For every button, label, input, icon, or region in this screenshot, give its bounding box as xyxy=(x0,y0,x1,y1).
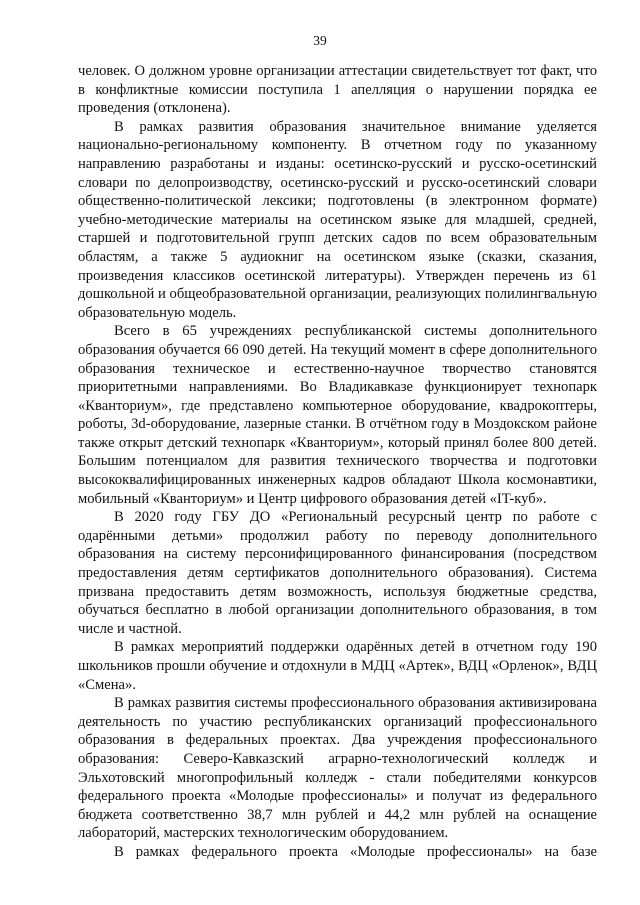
paragraph-professional-education: В рамках развития системы профессионального образования активизирована деятельность по участию республиканских организаций профессионального образования в федеральных проектах. Два учреждения профессионального образования: Северо-Кавказский аграрно-технологический колледж и Эльхотовский многопрофильный колледж - стали победителями конкурсов федерального проекта «Молодые профессионалы» и получат из федерального бюджета соответственно 38,7 млн рублей и 44,2 млн рублей на оснащение лабораторий, мастерских технологическим оборудованием. xyxy=(78,695,597,842)
paragraph-gifted-children-center: В 2020 году ГБУ ДО «Региональный ресурсный центр по работе с одарёнными детьми» продолжил работу по переводу дополнительного образования на систему персонифицированного финансирования (посредством предоставления детям сертификатов дополнительного образования). Система призвана предоставить детям возможность, используя бюджетные средства, обучаться бесплатно в любой организации дополнительного образования, в том числе и частной. xyxy=(78,509,597,637)
paragraph-additional-education: Всего в 65 учреждениях республиканской системы дополнительного образования обучается 66 090 детей. На текущий момент в сфере дополнительного образования техническое и естественно-научное творчество становятся приоритетными направлениями. Во Владикавказе функционирует технопарк «Кванториум», где представлено компьютерное оборудование, квадрокоптеры, роботы, 3d-оборудование, лазерные станки. В отчётном году в Моздокском районе также открыт детский технопарк «Кванториум», который принял более 800 детей. Большим потенциалом для развития технического творчества и подготовки высококвалифицированных инженерных кадров обладают Школа космонавтики, мобильный «Кванториум» и Центр цифрового образования детей «IT-куб». xyxy=(78,323,597,507)
paragraph-gifted-children-support: В рамках мероприятий поддержки одарённых детей в отчетном году 190 школьников прошли обучение и отдохнули в МДЦ «Артек», ВДЦ «Орленок», ВДЦ «Смена». xyxy=(78,639,597,693)
paragraph-young-professionals: В рамках федерального проекта «Молодые профессионалы» на базе xyxy=(114,843,597,860)
body-text xyxy=(78,62,597,862)
paragraph-continued-attestation: человек. О должном уровне организации аттестации свидетельствует тот факт, что в конфликтные комиссии поступила 1 апелляция о нарушении порядка ее проведения (отклонена). xyxy=(78,63,597,117)
page-number: 39 xyxy=(313,33,327,48)
paragraph-national-regional-component: В рамках развития образования значительное внимание уделяется национально-региональному компоненту. В отчетном году по указанному направлению разработаны и изданы: осетинско-русский и русско-осетинский словари по делопроизводству, осетинско-русский и русско-осетинский словари общественно-политической лексики; подготовлены (в электронном формате) учебно-методические материалы на осетинском языке для младшей, средней, старшей и подготовительной групп детских садов по всем образовательным областям, а также 5 аудиокниг на осетинском языке (сказки, сказания, произведения классиков осетинской литературы). Утвержден перечень из 61 дошкольной и общеобразовательной организации, реализующих полилингвальную образовательную модель. xyxy=(78,118,597,321)
